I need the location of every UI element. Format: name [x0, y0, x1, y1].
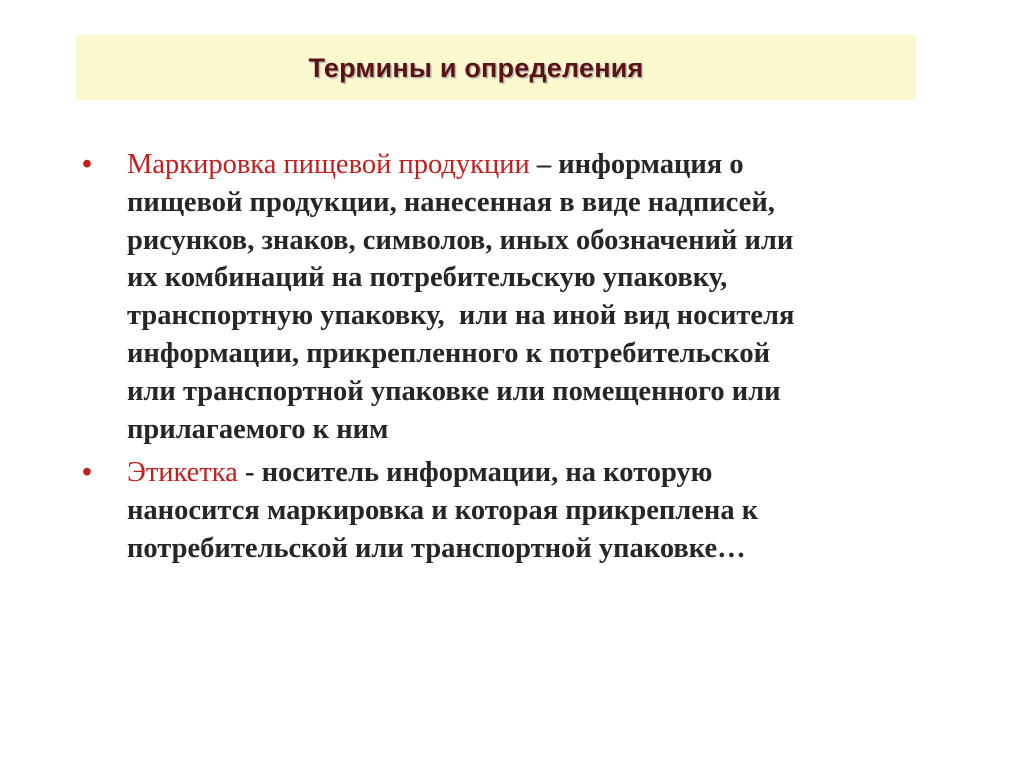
- definition-line: [127, 146, 942, 184]
- term-marking: Маркировка пищевой продукции: [127, 149, 530, 180]
- definition-line: или транспортной упаковке или помещенного или: [127, 375, 781, 407]
- definition-line: [127, 454, 942, 492]
- title-bar: [76, 35, 916, 100]
- definition-text: – информация о: [529, 149, 744, 180]
- slide-title: Термины и определения: [308, 53, 644, 83]
- definition-line: рисунков, знаков, символов, иных обозначений или: [127, 224, 794, 256]
- definition-line: наносится маркировка и которая прикреплена к: [127, 495, 759, 527]
- bullet-icon: •: [82, 149, 92, 180]
- definition-line: транспортную упаковку, или на иной вид носителя: [127, 300, 795, 332]
- definition-line: потребительской или транспортной упаковке…: [127, 532, 746, 564]
- definition-line: пищевой продукции, нанесенная в виде надписей,: [127, 186, 775, 218]
- definition-item-marking: [82, 146, 942, 448]
- term-label: Этикетка: [127, 457, 238, 489]
- definition-item-label: [82, 454, 942, 567]
- definition-text: - носитель информации, на которую: [237, 457, 713, 489]
- definition-line: информации, прикрепленного к потребительской: [127, 337, 771, 369]
- definition-line: их комбинаций на потребительскую упаковку,: [127, 262, 728, 294]
- definitions-list: [82, 146, 942, 574]
- definition-line: прилагаемого к ним: [127, 413, 389, 445]
- bullet-icon: •: [82, 457, 92, 489]
